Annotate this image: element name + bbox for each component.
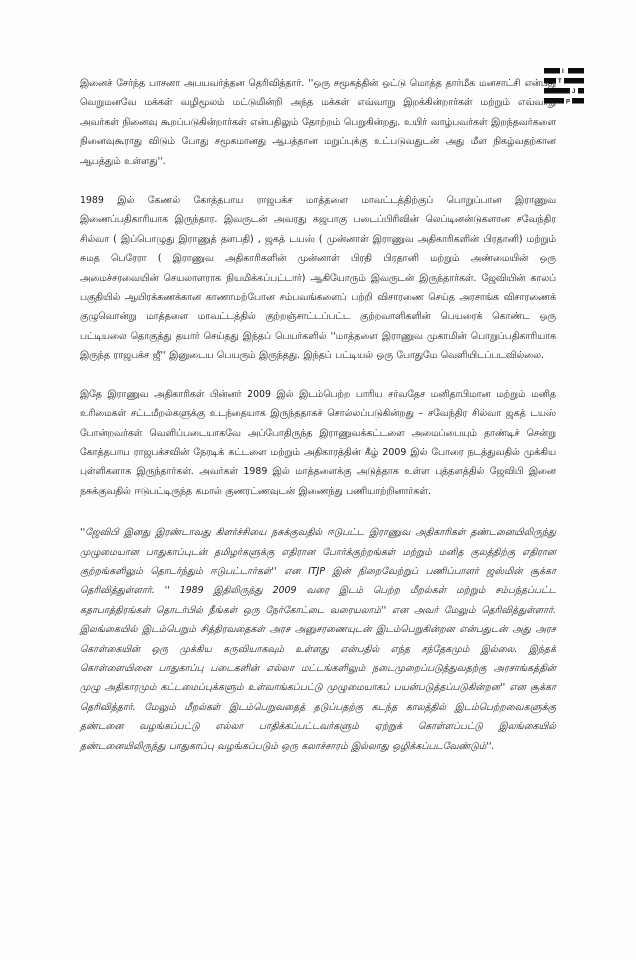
paragraph-2: 1989 இல் கேணல் கோத்தபாய ராஜபக்ச மாத்தளை மாவட்டத்திற்குப் பொறுப்பான இராணுவ இணைப்பதிகாரியாக இருந்தார. இவருடன் அவரது கஜபாகு படைப்பிரிவின் லெப்டினன்டுகளான சவேந்திர சில்வா ( இப்பொழுது இராணுத் தளபதி) , ஜகத் டயஸ் ( முன்னாள் இராணுவ அதிகாரிகளின் பிரதானி) மற்றும் சுமத பெரேரா ( இராணுவ அதிகாரிகளின் முன்னாள் பிரதி பிரதானி மற்றும் அண்மையின் ஒரு அமைச்சரவையின் செயலாளராக நியமிக்கப்பட்டார்) ஆகியோரும் இவருடன் இருந்தார்கள். ஜேவியின் காலப் பகுதியில் ஆயிரக்கணக்கான காணாமற்போன சம்பவங்களைப் பற்றி விசாரணை செய்த அரசாங்க விசாரணைக் குழுவொன்று மாத்தளை மாவட்டத்தில் குற்றஞ்சாட்டப்பட்ட குற்றவாளிகளின் பெயரைக் கொண்ட ஒரு பட்டியலை தொகுத்து தயார் செய்தது இந்தப் பெயர்களில் ''மாத்தளை இராணுவ முகாமின் பொறுப்பதிகாரியாக இருந்த ராஜபக்ச ஜீ'' இனுடைய பெயரும் இருந்தது. இந்தப் பட்டியல் ஒரு போதுமே வெளியிடப்படவில்லை. <box>80 195 556 362</box>
paragraph-3: இதே இராணுவ அதிகாரிகள் பின்னர் 2009 இல் இடம்பெற்ற பாரிய சர்வதேச மனிதாபிமான மற்றும் மனித உரிமைகள் சட்டமீறல்களுக்கு உடந்தையாக இருந்ததாகச் சொல்லப்படுகின்றது – சவேந்திர சில்வா ஜகத் டயஸ் போன்றவர்கள் வெளிப்படையாகவே அப்போதிருந்த இராணுவக்கட்டளை அமைப்பையும் தாண்டிச் சென்று கோத்தபாய ராஜபக்சவின் நேரடிக் கட்டளை மற்றும் அதிகாரத்தின் கீழ் 2009 இல் போரை நடத்துவதில் முக்கிய புள்ளிகளாக இருந்தார்கள். அவர்கள் 1989 இல் மாத்தளைக்கு அடுத்தாக உள்ள புத்தளத்தில் ஜேவிபி இனை நசுக்குவதில் ஈடுபட்டிருந்த கமால் குணரட்ணவுடன் இணைந்து பணியாற்றினார்கள். <box>80 388 556 497</box>
paragraph-1: இனைச் சேர்ந்த பாசனா அபயவர்த்தன தெரிவித்தார். ''ஒரு சமூகத்தின் ஒட்டு மொத்த தார்மீக மனசாட்சி என்பது வெறுமனவே மக்கள் வழிமூலம் மட்டுமின்றி அந்த மக்கள் எவ்வாறு இறக்கின்றார்கள் மற்றும் எவ்வாறு அவர்கள் நினைவு கூறப்படுகின்றார்கள் என்பதிலும் தோற்றம் பெறுகின்றது. உயிர் வாழ்பவர்கள் இறந்தவர்களை நினைவுகூராது விடும் போது சமூகமானது ஆபத்தான மறுப்புக்கு உட்படுவதுடன் அது மீள நிகழ்வதற்கான ஆபத்தும் உள்ளது''. <box>80 78 556 167</box>
logo-letter-t: T <box>558 79 562 85</box>
article-body <box>80 74 556 756</box>
paragraph-4-quote: ''ஜேவிபி இனது இரண்டாவது கிளர்ச்சியை நசுக்குவதில் ஈடுபட்ட இராணுவ அதிகாரிகள் தண்டனையிலிருந்து முழுமையான பாதுகாப்புடன் தமிழர்களுக்கு எதிரான போர்க்குற்றங்கள் மற்றும் மனித குலத்திற்கு எதிரான குற்றங்களிலும் தொடர்ந்தும் ஈடுபட்டார்கள்'' என ITJP இன் நிறைவேற்றுப் பணிப்பாளர் ஜஸ்மின் சூக்கா தெரிவித்துள்ளார். '' 1989 இதிலிருந்து 2009 வரை இடம் பெற்ற மீறல்கள் மற்றும் சம்பந்தப்பட்ட கதாபாத்திரங்கள் தொடர்பில் நீங்கள் ஒரு நேர்கோட்டை வரையலாம்'' என அவர் மேலும் தெரிவித்துள்ளார். இலங்கையில் இடம்பெறும் சித்திரவதைகள் அரச அனுசரணையுடன் இடம்பெறுகின்றன என்பதுடன் அது அரச கொள்கையின் ஒரு முக்கிய கருவியாகவும் உள்ளது என்பதில் எந்த சந்தேகமும் இல்லை. இந்தக் கொள்ளையினை பாதுகாப்பு படைகளின் எல்லா மட்டங்களிலும் நடைமுறைப்படுத்துவதற்கு அரசாங்கத்தின் முழு அதிகாரமும் கட்டமைப்புக்களும் உள்வாங்கப்பட்டு முழுமையாகப் பயன்படுத்தப்படுகின்றன'' என சூக்கா தெரிவித்தார். மேலும் மீறல்கள் இடம்பெறுவதைத் தடுப்பதற்கு கடந்த காலத்தில் இடம்பெற்றவைகளுக்கு தண்டனை வழங்கப்பட்டு எல்லா பாதிக்கப்பட்டவர்களும் ஏற்றுக் கொள்ளப்பட்டு இலங்கையில் தண்டனையிலிருந்து பாதுகாப்பு வழங்கப்படும் ஒரு கலாச்சாரம் இல்லாது ஒழிக்கப்படவேண்டும்''. <box>80 527 556 752</box>
logo-letter-j: J <box>572 89 576 95</box>
logo-letter-p: P <box>566 99 571 106</box>
logo-letter-i: I <box>562 69 564 75</box>
